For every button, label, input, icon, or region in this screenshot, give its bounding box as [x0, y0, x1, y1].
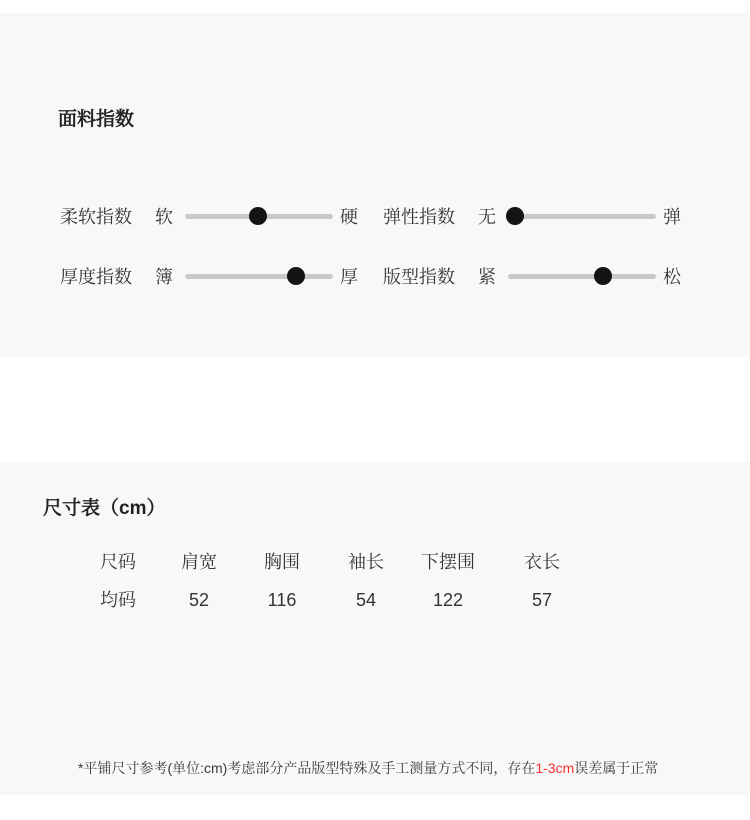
slider-elasticity-label: 弹性指数	[383, 207, 455, 227]
col-header-shoulder: 肩宽	[181, 552, 217, 572]
slider-thickness-label: 厚度指数	[60, 267, 132, 287]
slider-elasticity-track	[508, 214, 656, 219]
slider-softness-min-label: 软	[155, 207, 173, 227]
measurement-note-prefix: *平铺尺寸参考(单位:cm)考虑部分产品版型特殊及手工测量方式不同，存在	[78, 760, 536, 776]
slider-softness-max-label: 硬	[340, 207, 358, 227]
size-table-header-row	[78, 551, 596, 573]
col-header-size: 尺码	[100, 552, 136, 572]
slider-fit-max-label: 松	[663, 267, 681, 287]
measurement-note-suffix: 误差属于正常	[574, 760, 659, 776]
slider-fit-label: 版型指数	[383, 267, 455, 287]
slider-fit	[383, 263, 681, 289]
fabric-index-title: 面料指数	[58, 109, 135, 130]
slider-thickness	[60, 263, 358, 289]
size-chart-panel	[0, 462, 750, 795]
col-header-hem: 下摆围	[421, 552, 475, 572]
cell-length-value: 57	[531, 590, 553, 610]
slider-elasticity-dot	[506, 207, 524, 225]
col-header-bust: 胸围	[264, 552, 300, 572]
fabric-slider-row-1	[0, 203, 750, 229]
cell-hem-value: 122	[432, 590, 464, 610]
size-table-value-row	[78, 589, 596, 611]
slider-softness-dot	[249, 207, 267, 225]
cell-shoulder-value: 52	[188, 590, 210, 610]
col-header-length: 衣长	[524, 552, 560, 572]
slider-elasticity-max-label: 弹	[663, 207, 681, 227]
slider-fit-dot	[594, 267, 612, 285]
slider-elasticity	[383, 203, 681, 229]
col-header-sleeve: 袖长	[348, 552, 384, 572]
slider-elasticity-min-label: 无	[478, 207, 496, 227]
slider-thickness-min-label: 簿	[155, 267, 173, 287]
slider-softness-label: 柔软指数	[60, 207, 132, 227]
slider-thickness-max-label: 厚	[340, 267, 358, 287]
slider-softness-track	[185, 214, 333, 219]
slider-thickness-track	[185, 274, 333, 279]
slider-thickness-dot	[287, 267, 305, 285]
slider-fit-track	[508, 274, 656, 279]
fabric-slider-row-2	[0, 263, 750, 289]
measurement-note	[78, 759, 658, 777]
slider-fit-min-label: 紧	[478, 267, 496, 287]
slider-softness	[60, 203, 358, 229]
fabric-index-panel	[0, 13, 750, 357]
cell-bust-value: 116	[267, 590, 297, 610]
measurement-note-highlight: 1-3cm	[535, 760, 575, 776]
cell-sleeve-value: 54	[355, 590, 377, 610]
size-chart-title: 尺寸表（cm）	[43, 498, 166, 519]
cell-size-name: 均码	[100, 590, 136, 610]
